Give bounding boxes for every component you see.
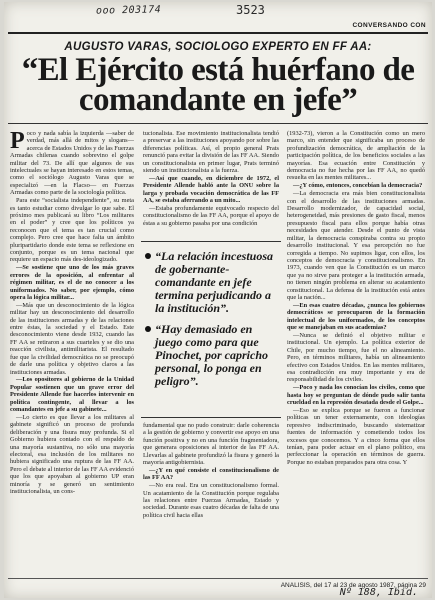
pull-quote: “La relación incestuosa de gobernante-comandante en jefe termina perjudicando a la institución”. (145, 250, 277, 315)
column-2-upper (143, 130, 279, 240)
drop-cap: P (10, 130, 25, 154)
question: —¿Y cómo, entonces, concebían la democracia? (293, 182, 423, 190)
paragraph: —Eso se explica porque se fueron a funcionar políticas un tener externamente, con ideologías represivo indiscriminado, buscando sistematizar fuentes de información y cometiendo todos los excesos que conocemos. Y a cinco forma que ellos tenían, para poder actuar en el plano político, era perfeccionar la operación en términos de guerra. Porque no estaban preparados para otra cosa. Y (287, 407, 425, 466)
paragraph: —No era real. Era un constitucionalismo formal. Un acatamiento de la Constitución porque regulaba las relaciones entre Fuerzas Armadas, Estado y sociedad. Durante esas cuatro décadas de falta de una política civil hacia ellas (143, 482, 279, 519)
paragraph: Poco y nada sabía la izquierda —saber de verdad, más allá de mitos y slogans— acerca de Estados Unidos y de las Fuerzas Armadas chilenas cuando sobrevino el golpe militar del 73. De allí que algunos de sus intelectuales se hayan interesado en estos temas, como el sociólogo Augusto Varas que se especializó —en la Flacso— en Fuerzas Armadas como parte de la sociología política. (10, 130, 134, 197)
section-label: CONVERSANDO CON (352, 22, 426, 29)
page-footer: ANALISIS, del 17 al 23 de agosto 1987, página 29 (280, 582, 426, 589)
handwritten-archive-number: ooo 203174 (95, 4, 162, 17)
bullet-icon (145, 253, 151, 259)
paragraph: (1932-73), vieron a la Constitución como un mero marco, sin entender que significaba un proceso de profundización democrática, de ampliación de la participación política, de los beneficios sociales a las mayorías. Esa ecuación entre Constitución y democracia no fue hecha por las FF AA, no quedó resuelta en las mentes militares... (287, 130, 425, 182)
paragraph: —Nunca se definió el objetivo militar e institucional. Un ejemplo. La política exterior de Chile, por mucho tiempo, fue el no alineamiento. Pero, en términos militares, había un alineamiento efectivo con Estados Unidos. En las mentes militares, esa contradicción era muy importante y era de responsabilidad de los civiles. (287, 331, 425, 384)
paragraph: —La democracia era más bien constitucionalista con el desarrollo de las instituciones armadas. Desarrollo modernizador, de capacidad social, heterogeneidad, más presiones de gasto fiscal, menos presupuesto fiscal para ellos porque había otras necesidades que atender. Desde el punto de vista militar, la democracia conspiraba contra su propio desarrollo institucional. Y esa percepción no fue corregida a tiempo. No supimos ligar, con ellos, los conceptos de democracia y constitucionalismo. En 1973, cuando ven que la Constitución es un marco que ya no sirve para proteger a la institución armada, no tienen ningún problema en alterar su acatamiento constitucional. La defensa de la institución está antes que la nación... (287, 190, 425, 301)
pull-quote: “Hay demasiado en juego como para que Pinochet, por capricho personal, lo ponga en peligro”. (145, 323, 277, 388)
question: —Los opositores al gobierno de la Unidad Popular sostienen que un grave error del Presidente Allende fue hacerlos intervenir en política contingente, al llevar a los comandantes en jefe a su gabinete... (10, 376, 134, 414)
handwritten-reference-number: 3523 (236, 3, 265, 17)
paragraph: fundamental que no pudo construir: darle coherencia a la gestión de gobierno y convertir ese apoyo en una función positiva y no en una función fragmentadora, que generara oposiciones al interior de las FF AA. Llevarlas al gabinete profundizó la fisura y generó la mayoría antigobiernista. (143, 422, 279, 467)
column-2-lower (143, 422, 279, 578)
article-column-1 (10, 130, 134, 578)
kicker: AUGUSTO VARAS, SOCIOLOGO EXPERTO EN FF AA: (64, 41, 372, 53)
paragraph: Para este “socialista independiente”, su meta es tanto estudiar como divulgar lo que sabe. El próximo mes publicará su libro “Los militares en el poder” y cree que los políticos ya reconocen que el tema es tan crucial como complejo. Pero cree que hace falta un ámbito pluripartidario donde este tema se reflexione en conjunto, porque es un tema nacional que requiere un espacio más des-ideologizado. (10, 197, 134, 264)
magazine-page (4, 2, 432, 598)
footer-rule (8, 578, 428, 579)
headline-rule (8, 123, 428, 124)
paragraph: —Estaba profundamente equivocado respecto del constitucionalismo de las FF AA, porque el apoyo de éstas a su gobierno pasaba por una condición (143, 205, 279, 227)
handwritten-issue-note: Nº 188, Ibid. (339, 587, 418, 598)
headline: “El Ejército está huérfano de comandante en jefe” (21, 52, 415, 118)
paragraph: tucionalista. Ese movimiento institucionalista tendió a preservar a las instituciones apoyando por sobre las diferencias políticas. Así, el propio general Prats renunció para evitar la división de las FF AA. Siendo un constitucionalista en primer lugar, Prats terminó siendo un institucionalista a la fuerza. (143, 130, 279, 175)
pull-quote-box (141, 241, 281, 418)
question: —Así que cuando, en diciembre de 1972, el Presidente Allende habló ante la ONU sobre la larga y probada vocación democrática de las FF AA, se estaba aferrando a un mito... (143, 174, 279, 205)
top-rule (8, 32, 428, 34)
paragraph: —Lo cierto es que llevar a los militares al gabinete significó un proceso de profunda deliberación y una fisura muy profunda. Si el Gobierno hubiera contado con el respaldo de una mayoría sustantiva, no sólo una mayoría electoral, esa inclusión de los militares no hubiera significado una ruptura de las FF AA. Pero el debate al interior de las FF AA evidenció que los que apoyaban al gobierno UP eran minoría y se generó un sentimiento institucionalista, un cons- (10, 413, 134, 495)
question: —En esas cuatro décadas, ¿nunca los gobiernos democráticos se preocuparon de la formación intelectual de los uniformados, de los conceptos que se manejaban en sus academias? (287, 301, 425, 332)
bullet-icon (145, 326, 151, 332)
article-column-3 (287, 130, 425, 578)
question: —Se sostiene que uno de los más graves errores de la oposición, al enfrentar al régimen militar, es el de no conocer a los uniformados. No saber, por ejemplo, cómo opera la lógica militar... (10, 264, 134, 301)
question: —Poco y nada los conocían los civiles, como que hasta hoy se preguntan de dónde pudo salir tanta crueldad en la represión desatada desde el Golpe... (287, 384, 425, 407)
question: —¿Y en qué consiste el constitucionalismo de las FF AA? (143, 466, 279, 482)
paragraph: —Más que un desconocimiento de la lógica militar hay un desconocimiento del desarrollo de las instituciones armadas y de las relaciones entre éstas, la sociedad y el Estado. Este desconocimiento viene desde 1932, cuando las FF AA se retiraron a sus cuarteles y se dio una reacción civilista, antimilitarista. El resultado fue que la civilidad democrática no se preocupó de darle una política y objetivo claros a las instituciones armadas. (10, 301, 134, 376)
